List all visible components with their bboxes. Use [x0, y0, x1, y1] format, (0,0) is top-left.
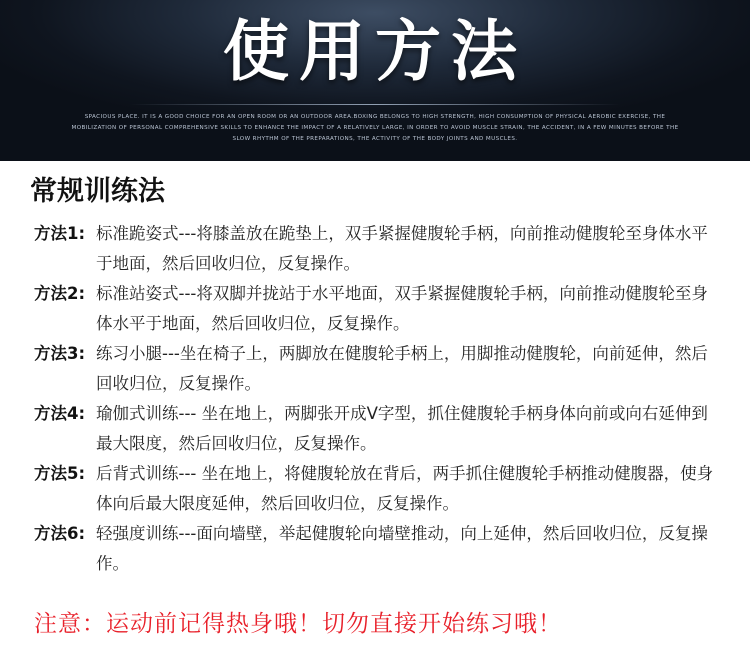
method-item-4 [34, 399, 724, 459]
method-item-5 [34, 459, 724, 519]
page-title: 使用方法 [223, 13, 527, 90]
banner-divider [130, 104, 620, 105]
method-item-1 [34, 219, 724, 279]
method-text: 标准跪姿式---将膝盖放在跪垫上，双手紧握健腹轮手柄，向前推动健腹轮至身体水平于地面，然后回收归位，反复操作。 [96, 224, 708, 273]
method-label: 方法4: [34, 404, 86, 423]
method-label: 方法1: [34, 224, 86, 243]
method-text: 瑜伽式训练--- 坐在地上，两脚张开成V字型，抓住健腹轮手柄身体向前或向右延伸到最大限度，然后回收归位，反复操作。 [96, 404, 708, 453]
method-text: 标准站姿式---将双脚并拢站于水平地面，双手紧握健腹轮手柄，向前推动健腹轮至身体水平于地面，然后回收归位，反复操作。 [96, 284, 708, 333]
section-title: 常规训练法 [30, 176, 165, 207]
method-text: 后背式训练--- 坐在地上，将健腹轮放在背后，两手抓住健腹轮手柄推动健腹器，使身体向后最大限度延伸，然后回收归位，反复操作。 [96, 464, 714, 513]
method-item-3 [34, 339, 724, 399]
method-label: 方法6: [34, 524, 86, 543]
banner-fine-print: SPACIOUS PLACE. IT IS A GOOD CHOICE FOR AN OPEN ROOM OR AN OUTDOOR AREA.BOXING BELONGS TO HIGH STRENGTH, HIGH CONSUMPTION OF PHYSICAL AEROBIC EXERCISE, THE MOBILIZATION OF PERSONAL COMPREHENSIVE SKILLS TO ENHANCE THE IMPACT OF A RELATIVELY LARGE, IN ORDER TO AVOID MUSCLE STRAIN, THE ACCIDENT, IN A FEW MINUTES BEFORE THE SLOW RHYTHM OF THE PREPARATIONS, THE ACTIVITY OF THE BODY JOINTS AND MUSCLES. [71, 114, 679, 142]
method-label: 方法2: [34, 284, 86, 303]
warning-note: 注意：运动前记得热身哦！切勿直接开始练习哦！ [34, 611, 562, 637]
method-item-2 [34, 279, 724, 339]
header-banner [0, 0, 750, 161]
method-list [34, 219, 724, 579]
method-text: 练习小腿---坐在椅子上，两脚放在健腹轮手柄上，用脚推动健腹轮，向前延伸，然后回收归位，反复操作。 [96, 344, 708, 393]
method-label: 方法5: [34, 464, 86, 483]
method-text: 轻强度训练---面向墙壁，举起健腹轮向墙壁推动，向上延伸，然后回收归位，反复操作。 [96, 524, 708, 573]
method-item-6 [34, 519, 724, 579]
method-label: 方法3: [34, 344, 86, 363]
